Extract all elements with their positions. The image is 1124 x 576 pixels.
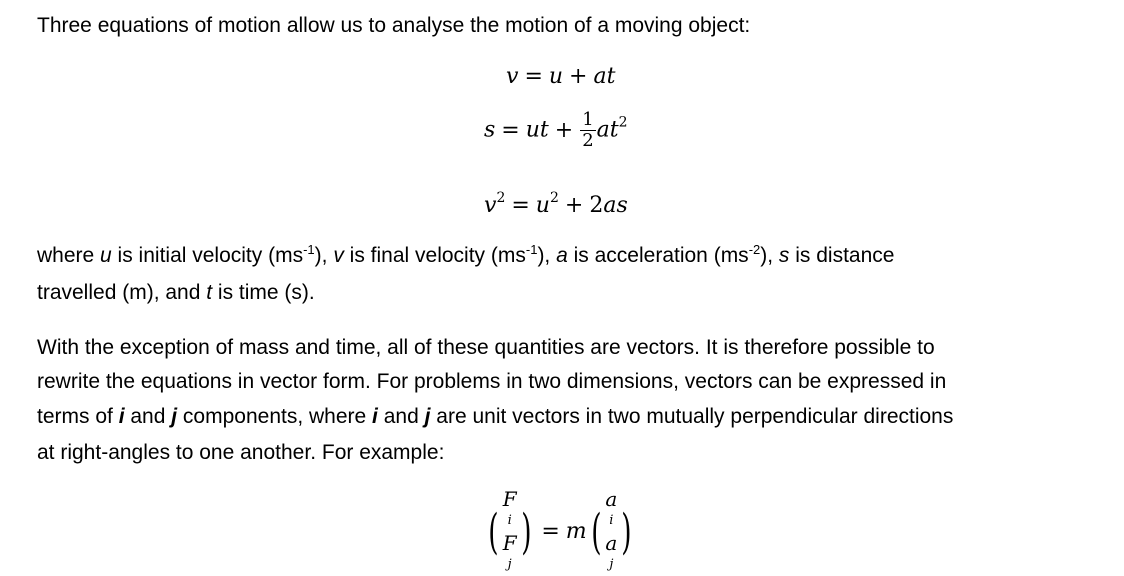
left-paren: ( <box>488 504 499 560</box>
force-j <box>503 532 517 576</box>
intro-text: Three equations of motion allow us to analyse the motion of a moving object: <box>37 14 751 37</box>
eq2-equals: = <box>501 117 520 143</box>
def-a: a <box>556 244 568 267</box>
def-text: is final velocity (ms <box>343 244 526 267</box>
def-unit-exponent: -2 <box>748 242 761 257</box>
def-text: is distance <box>789 244 895 267</box>
def-text: ), <box>537 244 557 267</box>
eq2-exponent: 2 <box>618 114 628 131</box>
def-s: s <box>778 244 790 267</box>
def-text: ), <box>314 244 334 267</box>
eq3-a: a <box>603 193 617 218</box>
eq3-equals: = <box>511 193 530 218</box>
force-symbol: F <box>502 531 517 555</box>
eq3-plus: + <box>564 193 584 218</box>
eq3-u: u <box>535 193 550 218</box>
unit-vector-j: j <box>171 405 178 428</box>
eq3-s: s <box>616 193 628 218</box>
vec-text: are unit vectors in two mutually perpendicular directions <box>430 405 954 428</box>
eq2-frac-numerator: 1 <box>582 109 594 130</box>
vectors-line-2: rewrite the equations in vector form. For problems in two dimensions, vectors can be expressed in <box>37 370 947 393</box>
eq3-v: v <box>484 193 497 218</box>
vector-eq-equals: = <box>541 519 560 544</box>
def-text: is time (s). <box>212 281 315 304</box>
equation-velocity <box>506 64 615 89</box>
subscript-j: j <box>609 557 614 572</box>
eq2-fraction <box>580 110 595 151</box>
eq2-plus: + <box>554 117 574 143</box>
def-text: ), <box>760 244 779 267</box>
force-symbol: F <box>502 487 517 511</box>
equation-velocity-squared <box>484 190 628 218</box>
right-paren: ) <box>621 504 632 560</box>
vec-text: and <box>377 405 425 428</box>
subscript-i: i <box>609 513 614 528</box>
def-u: u <box>100 244 112 267</box>
accel-symbol: a <box>605 531 618 555</box>
right-paren: ) <box>520 504 532 560</box>
eq2-s: s <box>484 117 496 143</box>
eq3-exponent-2: 2 <box>549 190 559 206</box>
unit-vector-i: i <box>372 405 378 428</box>
left-paren: ( <box>590 504 602 560</box>
acceleration-vector <box>605 488 617 576</box>
vec-text: components, where <box>177 405 373 428</box>
accel-symbol: a <box>605 487 618 511</box>
eq1-a: a <box>593 64 607 89</box>
eq1-u: u <box>548 64 564 89</box>
eq3-exponent-1: 2 <box>496 190 506 206</box>
vec-text: and <box>124 405 172 428</box>
eq2-t: t <box>539 117 549 143</box>
def-unit-exponent: -1 <box>303 242 315 257</box>
def-t: t <box>206 281 213 304</box>
accel-j <box>605 532 617 576</box>
vectors-line-1: With the exception of mass and time, all of these quantities are vectors. It is therefore possible to <box>37 336 935 359</box>
eq2-a: a <box>596 117 610 143</box>
definitions-line-1 <box>37 238 894 273</box>
vectors-line-4: at right-angles to one another. For example: <box>37 441 445 464</box>
unit-vector-j: j <box>424 405 431 428</box>
subscript-j: j <box>507 557 512 572</box>
vector-equation <box>484 488 636 576</box>
def-v: v <box>333 244 344 267</box>
eq1-t: t <box>606 64 616 89</box>
subscript-i: i <box>507 513 512 528</box>
equation-displacement <box>484 110 628 151</box>
eq2-u: u <box>525 117 540 143</box>
eq2-t2: t <box>609 117 619 143</box>
def-text: is initial velocity (ms <box>111 244 304 267</box>
force-vector <box>503 488 517 576</box>
def-text: is acceleration (ms <box>567 244 749 267</box>
vec-text: terms of <box>37 405 119 428</box>
unit-vector-i: i <box>118 405 125 428</box>
eq1-v: v <box>506 64 519 89</box>
definitions-line-2 <box>37 275 315 310</box>
force-i <box>503 488 517 532</box>
mass-symbol: m <box>565 519 587 544</box>
def-unit-exponent: -1 <box>525 242 538 257</box>
vectors-line-3 <box>37 399 953 434</box>
def-text: where <box>37 244 101 267</box>
eq2-frac-denominator: 2 <box>582 130 594 151</box>
accel-i <box>605 488 617 532</box>
eq1-plus: + <box>569 64 588 89</box>
eq1-equals: = <box>524 64 543 89</box>
eq3-coefficient: 2 <box>589 193 604 218</box>
def-text: travelled (m), and <box>37 281 207 304</box>
